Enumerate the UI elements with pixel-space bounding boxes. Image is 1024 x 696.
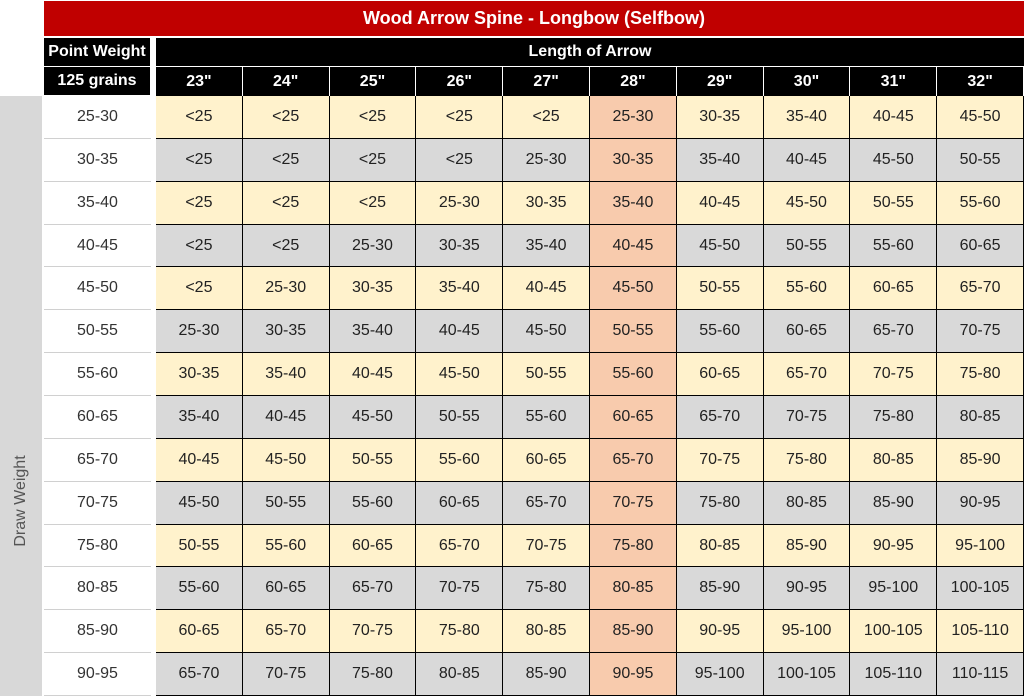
spine-cell: 70-75 <box>677 439 764 482</box>
spine-cell: 50-55 <box>416 396 503 439</box>
spine-cell: 70-75 <box>503 525 590 568</box>
spine-cell: 45-50 <box>156 482 243 525</box>
spine-cell: 50-55 <box>677 267 764 310</box>
spine-cell: <25 <box>156 182 243 225</box>
length-header-cell: 29" <box>677 67 763 96</box>
spine-cell: 75-80 <box>416 610 503 653</box>
spine-cell: 50-55 <box>330 439 417 482</box>
spine-cell: 40-45 <box>503 267 590 310</box>
spine-cell: 90-95 <box>850 525 937 568</box>
spine-cell: 55-60 <box>764 267 851 310</box>
spine-cell: <25 <box>330 96 417 139</box>
spine-cell: 55-60 <box>590 353 677 396</box>
spine-cell: 55-60 <box>503 396 590 439</box>
spine-cell: 70-75 <box>330 610 417 653</box>
spine-cell: 55-60 <box>850 225 937 268</box>
spine-cell: 75-80 <box>677 482 764 525</box>
spine-cell: 80-85 <box>590 567 677 610</box>
length-header-cell: 32" <box>937 67 1023 96</box>
spine-cell: 90-95 <box>590 653 677 696</box>
length-header-cell: 28" <box>590 67 676 96</box>
spine-cell: 30-35 <box>503 182 590 225</box>
spine-cell: 60-65 <box>850 267 937 310</box>
spine-cell: 70-75 <box>243 653 330 696</box>
spine-cell: 90-95 <box>677 610 764 653</box>
spine-table <box>156 96 1024 696</box>
draw-weight-cell: 65-70 <box>44 439 151 482</box>
spine-cell: 35-40 <box>243 353 330 396</box>
spine-cell: 105-110 <box>937 610 1024 653</box>
spine-cell: 35-40 <box>330 310 417 353</box>
draw-weight-sidebar <box>0 96 42 696</box>
spine-cell: 30-35 <box>243 310 330 353</box>
draw-weight-cell: 80-85 <box>44 567 151 610</box>
spine-cell: 45-50 <box>243 439 330 482</box>
length-header-cell: 23" <box>156 67 242 96</box>
length-header-cell: 31" <box>850 67 936 96</box>
spine-cell: 40-45 <box>677 182 764 225</box>
spine-cell: 60-65 <box>156 610 243 653</box>
spine-cell: 30-35 <box>416 225 503 268</box>
spine-cell: 50-55 <box>590 310 677 353</box>
spine-cell: 45-50 <box>416 353 503 396</box>
draw-weight-cell: 60-65 <box>44 396 151 439</box>
spine-cell: 90-95 <box>937 482 1024 525</box>
spine-cell: 35-40 <box>156 396 243 439</box>
spine-cell: 25-30 <box>156 310 243 353</box>
spine-cell: 70-75 <box>764 396 851 439</box>
spine-cell: 40-45 <box>243 396 330 439</box>
spine-cell: 85-90 <box>503 653 590 696</box>
draw-weight-label: Draw Weight <box>12 455 29 547</box>
spine-cell: 80-85 <box>677 525 764 568</box>
spine-cell: 95-100 <box>850 567 937 610</box>
spine-cell: 65-70 <box>590 439 677 482</box>
spine-cell: 80-85 <box>416 653 503 696</box>
spine-cell: 45-50 <box>330 396 417 439</box>
spine-cell: 100-105 <box>937 567 1024 610</box>
spine-cell: 40-45 <box>850 96 937 139</box>
spine-cell: <25 <box>156 267 243 310</box>
spine-cell: 85-90 <box>764 525 851 568</box>
draw-weight-cell: 55-60 <box>44 353 151 396</box>
spine-cell: 55-60 <box>330 482 417 525</box>
spine-cell: 35-40 <box>503 225 590 268</box>
spine-cell: 65-70 <box>243 610 330 653</box>
spine-cell: 75-80 <box>330 653 417 696</box>
spine-cell: 35-40 <box>677 139 764 182</box>
draw-weight-cell: 25-30 <box>44 96 151 139</box>
spine-cell: 80-85 <box>937 396 1024 439</box>
spine-cell: 35-40 <box>416 267 503 310</box>
length-header-cell: 30" <box>764 67 850 96</box>
spine-cell: 25-30 <box>590 96 677 139</box>
spine-cell: 60-65 <box>243 567 330 610</box>
spine-cell: 70-75 <box>937 310 1024 353</box>
spine-cell: 80-85 <box>850 439 937 482</box>
spine-cell: 50-55 <box>850 182 937 225</box>
draw-weight-cell: 85-90 <box>44 610 151 653</box>
spine-cell: 60-65 <box>764 310 851 353</box>
spine-cell: 90-95 <box>764 567 851 610</box>
draw-weight-cell: 40-45 <box>44 225 151 268</box>
spine-cell: <25 <box>243 96 330 139</box>
spine-cell: 85-90 <box>590 610 677 653</box>
spine-cell: 30-35 <box>330 267 417 310</box>
spine-cell: 60-65 <box>590 396 677 439</box>
spine-cell: 60-65 <box>503 439 590 482</box>
spine-cell: <25 <box>416 139 503 182</box>
spine-cell: <25 <box>416 96 503 139</box>
spine-cell: 75-80 <box>850 396 937 439</box>
spine-cell: 50-55 <box>243 482 330 525</box>
spine-cell: 85-90 <box>677 567 764 610</box>
spine-cell: 25-30 <box>416 182 503 225</box>
spine-cell: 60-65 <box>416 482 503 525</box>
spine-cell: 55-60 <box>156 567 243 610</box>
chart-title: Wood Arrow Spine - Longbow (Selfbow) <box>44 1 1024 36</box>
draw-weight-cell: 70-75 <box>44 482 151 525</box>
spine-cell: 70-75 <box>590 482 677 525</box>
spine-cell: 50-55 <box>156 525 243 568</box>
draw-weight-cell: 35-40 <box>44 182 151 225</box>
spine-cell: 40-45 <box>590 225 677 268</box>
spine-cell: 65-70 <box>156 653 243 696</box>
spine-cell: 25-30 <box>330 225 417 268</box>
spine-cell: 70-75 <box>850 353 937 396</box>
spine-cell: 75-80 <box>764 439 851 482</box>
spine-cell: 65-70 <box>850 310 937 353</box>
spine-cell: 40-45 <box>330 353 417 396</box>
spine-cell: 45-50 <box>937 96 1024 139</box>
length-of-arrow-header: Length of Arrow <box>156 38 1024 66</box>
spine-cell: 55-60 <box>937 182 1024 225</box>
spine-cell: 50-55 <box>503 353 590 396</box>
spine-cell: <25 <box>330 182 417 225</box>
length-header-cell: 26" <box>416 67 502 96</box>
spine-cell: 45-50 <box>764 182 851 225</box>
spine-cell: <25 <box>156 225 243 268</box>
spine-cell: 55-60 <box>243 525 330 568</box>
point-weight-label: Point Weight <box>44 38 150 66</box>
draw-weight-cell: 90-95 <box>44 653 151 696</box>
spine-cell: 25-30 <box>243 267 330 310</box>
spine-cell: 45-50 <box>503 310 590 353</box>
spine-cell: 75-80 <box>590 525 677 568</box>
spine-cell: 95-100 <box>677 653 764 696</box>
length-header-row <box>156 67 1024 96</box>
spine-cell: <25 <box>243 182 330 225</box>
spine-cell: 60-65 <box>330 525 417 568</box>
spine-cell: 50-55 <box>937 139 1024 182</box>
spine-cell: 100-105 <box>850 610 937 653</box>
spine-cell: 25-30 <box>503 139 590 182</box>
spine-cell: 65-70 <box>416 525 503 568</box>
draw-weight-cell: 50-55 <box>44 310 151 353</box>
spine-cell: 85-90 <box>937 439 1024 482</box>
spine-cell: 30-35 <box>590 139 677 182</box>
spine-cell: 95-100 <box>764 610 851 653</box>
spine-cell: 100-105 <box>764 653 851 696</box>
spine-cell: 55-60 <box>677 310 764 353</box>
spine-cell: 70-75 <box>416 567 503 610</box>
spine-cell: 80-85 <box>503 610 590 653</box>
spine-cell: 40-45 <box>416 310 503 353</box>
draw-weight-cell: 75-80 <box>44 525 151 568</box>
spine-cell: 55-60 <box>416 439 503 482</box>
spine-cell: 30-35 <box>156 353 243 396</box>
spine-cell: 60-65 <box>937 225 1024 268</box>
spine-cell: 40-45 <box>156 439 243 482</box>
spine-cell: 30-35 <box>677 96 764 139</box>
draw-weight-cell: 30-35 <box>44 139 151 182</box>
spine-cell: <25 <box>156 96 243 139</box>
spine-cell: 65-70 <box>330 567 417 610</box>
spine-cell: 75-80 <box>503 567 590 610</box>
spine-cell: 40-45 <box>764 139 851 182</box>
spine-cell: <25 <box>243 225 330 268</box>
spine-cell: 75-80 <box>937 353 1024 396</box>
spine-cell: <25 <box>503 96 590 139</box>
length-header-cell: 24" <box>243 67 329 96</box>
spine-cell: <25 <box>330 139 417 182</box>
spine-cell: <25 <box>156 139 243 182</box>
spine-cell: 65-70 <box>503 482 590 525</box>
spine-cell: 60-65 <box>677 353 764 396</box>
spine-cell: 105-110 <box>850 653 937 696</box>
point-weight-value: 125 grains <box>44 67 150 95</box>
spine-cell: 35-40 <box>764 96 851 139</box>
length-header-cell: 25" <box>330 67 416 96</box>
spine-cell: 35-40 <box>590 182 677 225</box>
spine-cell: 45-50 <box>590 267 677 310</box>
draw-weight-cell: 45-50 <box>44 267 151 310</box>
spine-cell: 65-70 <box>764 353 851 396</box>
spine-cell: 65-70 <box>677 396 764 439</box>
spine-cell: 110-115 <box>937 653 1024 696</box>
spine-cell: 45-50 <box>850 139 937 182</box>
spine-cell: <25 <box>243 139 330 182</box>
spine-cell: 65-70 <box>937 267 1024 310</box>
spine-cell: 85-90 <box>850 482 937 525</box>
spine-cell: 95-100 <box>937 525 1024 568</box>
spine-cell: 80-85 <box>764 482 851 525</box>
length-header-cell: 27" <box>503 67 589 96</box>
spine-cell: 45-50 <box>677 225 764 268</box>
spine-cell: 50-55 <box>764 225 851 268</box>
